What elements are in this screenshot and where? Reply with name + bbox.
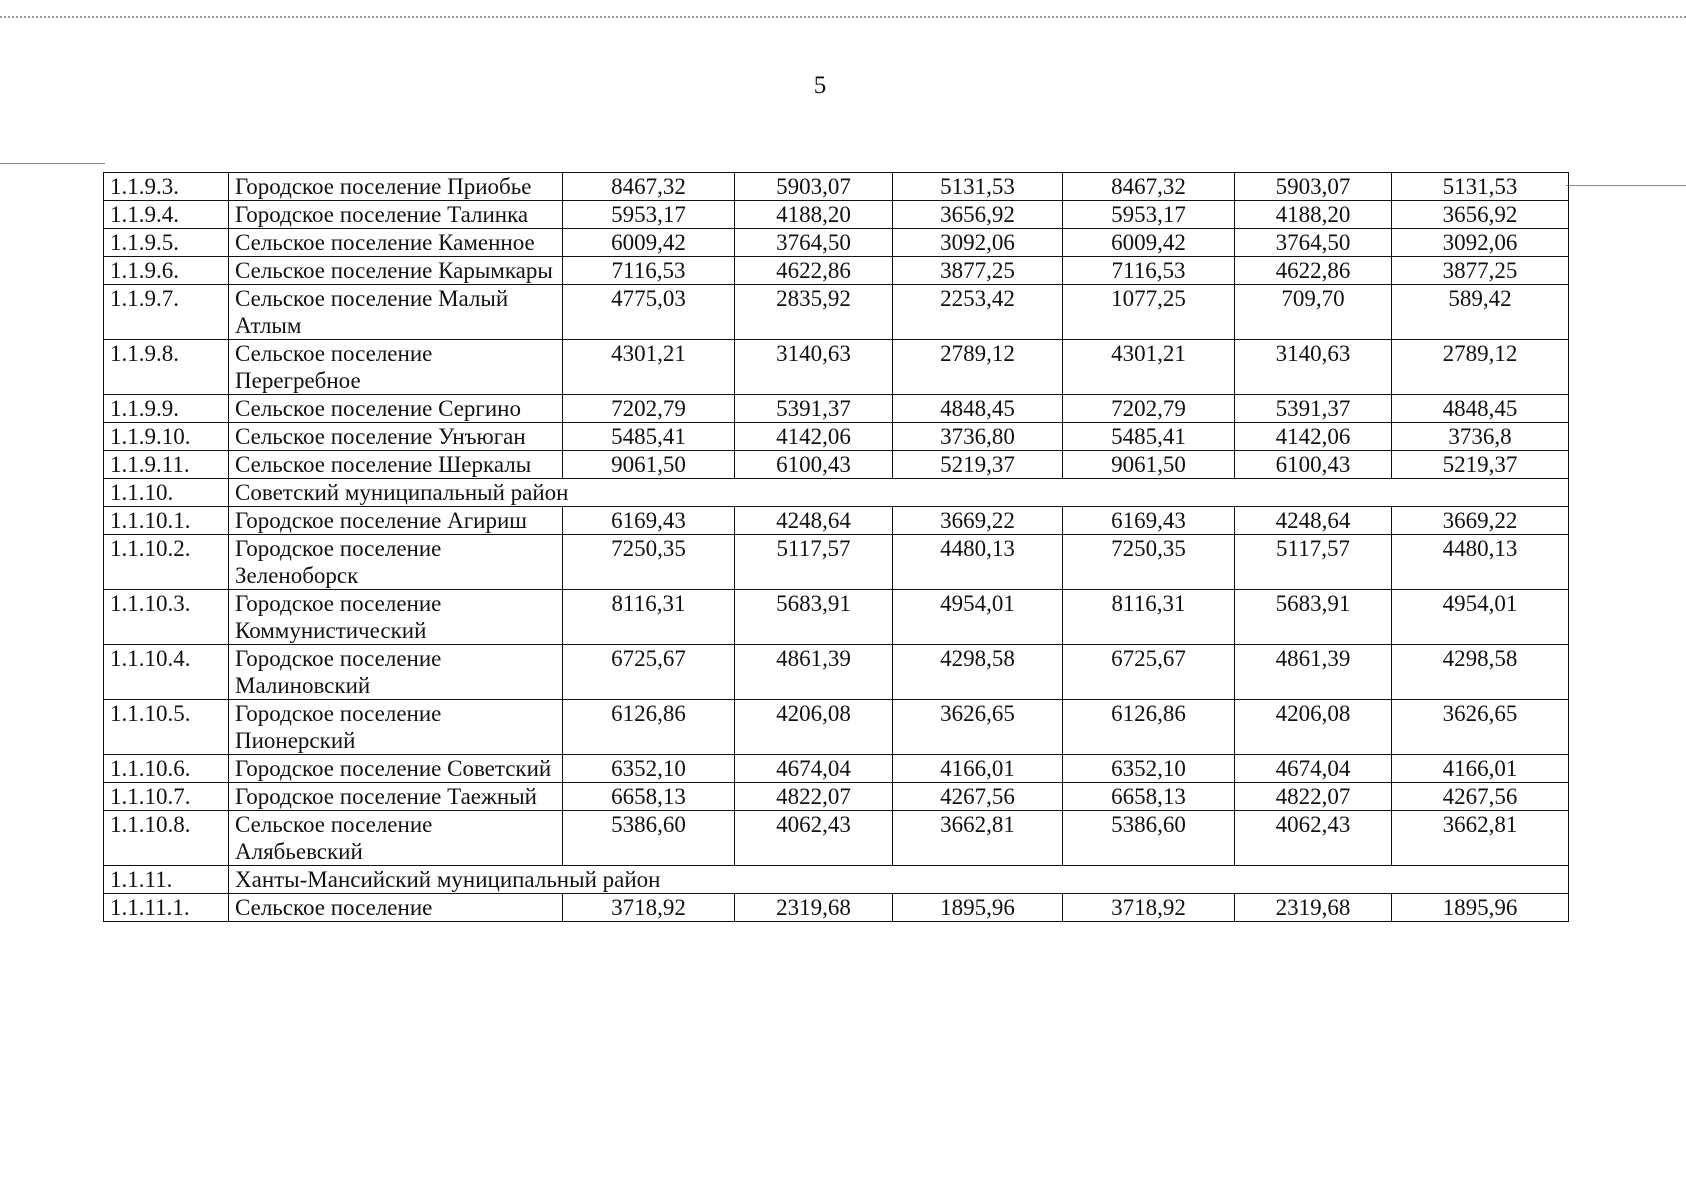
value-cell: 5683,91 [1235, 590, 1392, 645]
value-cell: 6126,86 [563, 700, 735, 755]
row-number: 1.1.10.4. [104, 645, 229, 700]
table-row [104, 507, 1569, 535]
value-cell: 6352,10 [563, 755, 735, 783]
value-cell: 3662,81 [893, 811, 1063, 866]
value-cell: 2835,92 [735, 285, 893, 340]
row-number: 1.1.10.5. [104, 700, 229, 755]
value-cell: 3092,06 [1392, 229, 1569, 257]
value-cell: 4861,39 [735, 645, 893, 700]
value-cell: 3656,92 [1392, 201, 1569, 229]
value-cell: 6725,67 [563, 645, 735, 700]
table-row [104, 340, 1569, 395]
value-cell: 5953,17 [1063, 201, 1235, 229]
value-cell: 4062,43 [1235, 811, 1392, 866]
section-row [104, 479, 1569, 507]
value-cell: 9061,50 [1063, 451, 1235, 479]
row-number: 1.1.10.2. [104, 535, 229, 590]
scan-rule-right [1566, 185, 1686, 186]
value-cell: 8467,32 [1063, 173, 1235, 201]
value-cell: 7116,53 [1063, 257, 1235, 285]
value-cell: 4248,64 [735, 507, 893, 535]
value-cell: 3718,92 [563, 894, 735, 922]
table-row [104, 535, 1569, 590]
settlement-name: Городское поселение Приобье [229, 173, 563, 201]
value-cell: 709,70 [1235, 285, 1392, 340]
value-cell: 6169,43 [1063, 507, 1235, 535]
value-cell: 3764,50 [735, 229, 893, 257]
value-cell: 4188,20 [1235, 201, 1392, 229]
row-number: 1.1.9.4. [104, 201, 229, 229]
value-cell: 3662,81 [1392, 811, 1569, 866]
value-cell: 3764,50 [1235, 229, 1392, 257]
table-row [104, 395, 1569, 423]
table-body [104, 173, 1569, 922]
value-cell: 3736,80 [893, 423, 1063, 451]
table-row [104, 201, 1569, 229]
value-cell: 2789,12 [1392, 340, 1569, 395]
value-cell: 6169,43 [563, 507, 735, 535]
value-cell: 5903,07 [735, 173, 893, 201]
value-cell: 4248,64 [1235, 507, 1392, 535]
value-cell: 3626,65 [1392, 700, 1569, 755]
value-cell: 4142,06 [1235, 423, 1392, 451]
settlement-name: Сельское поселение Малый Атлым [229, 285, 563, 340]
section-title: Ханты-Мансийский муниципальный район [229, 866, 1569, 894]
value-cell: 4822,07 [735, 783, 893, 811]
value-cell: 8116,31 [563, 590, 735, 645]
settlement-name: Городское поселение Таежный [229, 783, 563, 811]
value-cell: 5386,60 [1063, 811, 1235, 866]
value-cell: 4301,21 [1063, 340, 1235, 395]
value-cell: 3669,22 [1392, 507, 1569, 535]
value-cell: 589,42 [1392, 285, 1569, 340]
value-cell: 5485,41 [563, 423, 735, 451]
value-cell: 7202,79 [1063, 395, 1235, 423]
value-cell: 4954,01 [1392, 590, 1569, 645]
table-row [104, 645, 1569, 700]
value-cell: 4848,45 [893, 395, 1063, 423]
row-number: 1.1.11.1. [104, 894, 229, 922]
page-number: 5 [813, 72, 827, 99]
settlement-name: Сельское поселение Карымкары [229, 257, 563, 285]
value-cell: 2319,68 [1235, 894, 1392, 922]
row-number: 1.1.10.1. [104, 507, 229, 535]
settlement-name: Сельское поселение Алябьевский [229, 811, 563, 866]
tariff-table [103, 172, 1569, 922]
value-cell: 4142,06 [735, 423, 893, 451]
row-number: 1.1.9.10. [104, 423, 229, 451]
table-row [104, 285, 1569, 340]
value-cell: 4206,08 [735, 700, 893, 755]
value-cell: 7202,79 [563, 395, 735, 423]
settlement-name: Сельское поселение Унъюган [229, 423, 563, 451]
value-cell: 4267,56 [893, 783, 1063, 811]
value-cell: 2789,12 [893, 340, 1063, 395]
value-cell: 4775,03 [563, 285, 735, 340]
table-row [104, 423, 1569, 451]
value-cell: 7116,53 [563, 257, 735, 285]
table-row [104, 257, 1569, 285]
table-row [104, 451, 1569, 479]
section-title: Советский муниципальный район [229, 479, 1569, 507]
section-row [104, 866, 1569, 894]
value-cell: 3736,8 [1392, 423, 1569, 451]
settlement-name: Городское поселение Пионерский [229, 700, 563, 755]
table-row [104, 229, 1569, 257]
row-number: 1.1.9.6. [104, 257, 229, 285]
value-cell: 6009,42 [1063, 229, 1235, 257]
value-cell: 5117,57 [1235, 535, 1392, 590]
value-cell: 4674,04 [1235, 755, 1392, 783]
settlement-name: Сельское поселение Каменное [229, 229, 563, 257]
row-number: 1.1.9.9. [104, 395, 229, 423]
value-cell: 5903,07 [1235, 173, 1392, 201]
value-cell: 3626,65 [893, 700, 1063, 755]
table-row [104, 590, 1569, 645]
value-cell: 4954,01 [893, 590, 1063, 645]
settlement-name: Городское поселение Коммунистический [229, 590, 563, 645]
value-cell: 5953,17 [563, 201, 735, 229]
row-number: 1.1.9.11. [104, 451, 229, 479]
value-cell: 4622,86 [1235, 257, 1392, 285]
value-cell: 4166,01 [1392, 755, 1569, 783]
value-cell: 3092,06 [893, 229, 1063, 257]
value-cell: 6658,13 [563, 783, 735, 811]
table-row [104, 783, 1569, 811]
value-cell: 6352,10 [1063, 755, 1235, 783]
value-cell: 8116,31 [1063, 590, 1235, 645]
value-cell: 4480,13 [893, 535, 1063, 590]
settlement-name: Сельское поселение Шеркалы [229, 451, 563, 479]
value-cell: 1895,96 [893, 894, 1063, 922]
value-cell: 6725,67 [1063, 645, 1235, 700]
value-cell: 4848,45 [1392, 395, 1569, 423]
row-number: 1.1.10.6. [104, 755, 229, 783]
value-cell: 3877,25 [1392, 257, 1569, 285]
settlement-name: Городское поселение Талинка [229, 201, 563, 229]
value-cell: 5219,37 [893, 451, 1063, 479]
settlement-name: Городское поселение Малиновский [229, 645, 563, 700]
value-cell: 3669,22 [893, 507, 1063, 535]
value-cell: 5391,37 [735, 395, 893, 423]
value-cell: 5117,57 [735, 535, 893, 590]
value-cell: 4166,01 [893, 755, 1063, 783]
value-cell: 1895,96 [1392, 894, 1569, 922]
row-number: 1.1.9.3. [104, 173, 229, 201]
value-cell: 5131,53 [1392, 173, 1569, 201]
value-cell: 6100,43 [735, 451, 893, 479]
value-cell: 5391,37 [1235, 395, 1392, 423]
settlement-name: Городское поселение Советский [229, 755, 563, 783]
value-cell: 4622,86 [735, 257, 893, 285]
value-cell: 1077,25 [1063, 285, 1235, 340]
value-cell: 6009,42 [563, 229, 735, 257]
settlement-name: Городское поселение Агириш [229, 507, 563, 535]
value-cell: 3877,25 [893, 257, 1063, 285]
settlement-name: Сельское поселение [229, 894, 563, 922]
value-cell: 5683,91 [735, 590, 893, 645]
value-cell: 4188,20 [735, 201, 893, 229]
value-cell: 7250,35 [1063, 535, 1235, 590]
table-row [104, 894, 1569, 922]
value-cell: 3140,63 [735, 340, 893, 395]
settlement-name: Сельское поселение Сергино [229, 395, 563, 423]
value-cell: 4298,58 [893, 645, 1063, 700]
row-number: 1.1.9.8. [104, 340, 229, 395]
value-cell: 4206,08 [1235, 700, 1392, 755]
row-number: 1.1.10. [104, 479, 229, 507]
value-cell: 3656,92 [893, 201, 1063, 229]
value-cell: 6100,43 [1235, 451, 1392, 479]
row-number: 1.1.9.5. [104, 229, 229, 257]
value-cell: 4062,43 [735, 811, 893, 866]
scan-edge-noise [0, 16, 1686, 18]
value-cell: 5219,37 [1392, 451, 1569, 479]
value-cell: 4861,39 [1235, 645, 1392, 700]
value-cell: 4674,04 [735, 755, 893, 783]
table-row [104, 173, 1569, 201]
row-number: 1.1.10.8. [104, 811, 229, 866]
settlement-name: Городское поселение Зеленоборск [229, 535, 563, 590]
value-cell: 4301,21 [563, 340, 735, 395]
table-row [104, 700, 1569, 755]
value-cell: 3140,63 [1235, 340, 1392, 395]
row-number: 1.1.10.3. [104, 590, 229, 645]
row-number: 1.1.9.7. [104, 285, 229, 340]
value-cell: 2253,42 [893, 285, 1063, 340]
value-cell: 6658,13 [1063, 783, 1235, 811]
value-cell: 3718,92 [1063, 894, 1235, 922]
table-row [104, 755, 1569, 783]
value-cell: 4822,07 [1235, 783, 1392, 811]
value-cell: 8467,32 [563, 173, 735, 201]
value-cell: 5485,41 [1063, 423, 1235, 451]
row-number: 1.1.11. [104, 866, 229, 894]
value-cell: 4267,56 [1392, 783, 1569, 811]
value-cell: 5386,60 [563, 811, 735, 866]
settlement-name: Сельское поселение Перегребное [229, 340, 563, 395]
value-cell: 4298,58 [1392, 645, 1569, 700]
value-cell: 6126,86 [1063, 700, 1235, 755]
row-number: 1.1.10.7. [104, 783, 229, 811]
value-cell: 7250,35 [563, 535, 735, 590]
table-row [104, 811, 1569, 866]
value-cell: 5131,53 [893, 173, 1063, 201]
value-cell: 4480,13 [1392, 535, 1569, 590]
scan-rule-left [0, 163, 105, 164]
value-cell: 2319,68 [735, 894, 893, 922]
value-cell: 9061,50 [563, 451, 735, 479]
